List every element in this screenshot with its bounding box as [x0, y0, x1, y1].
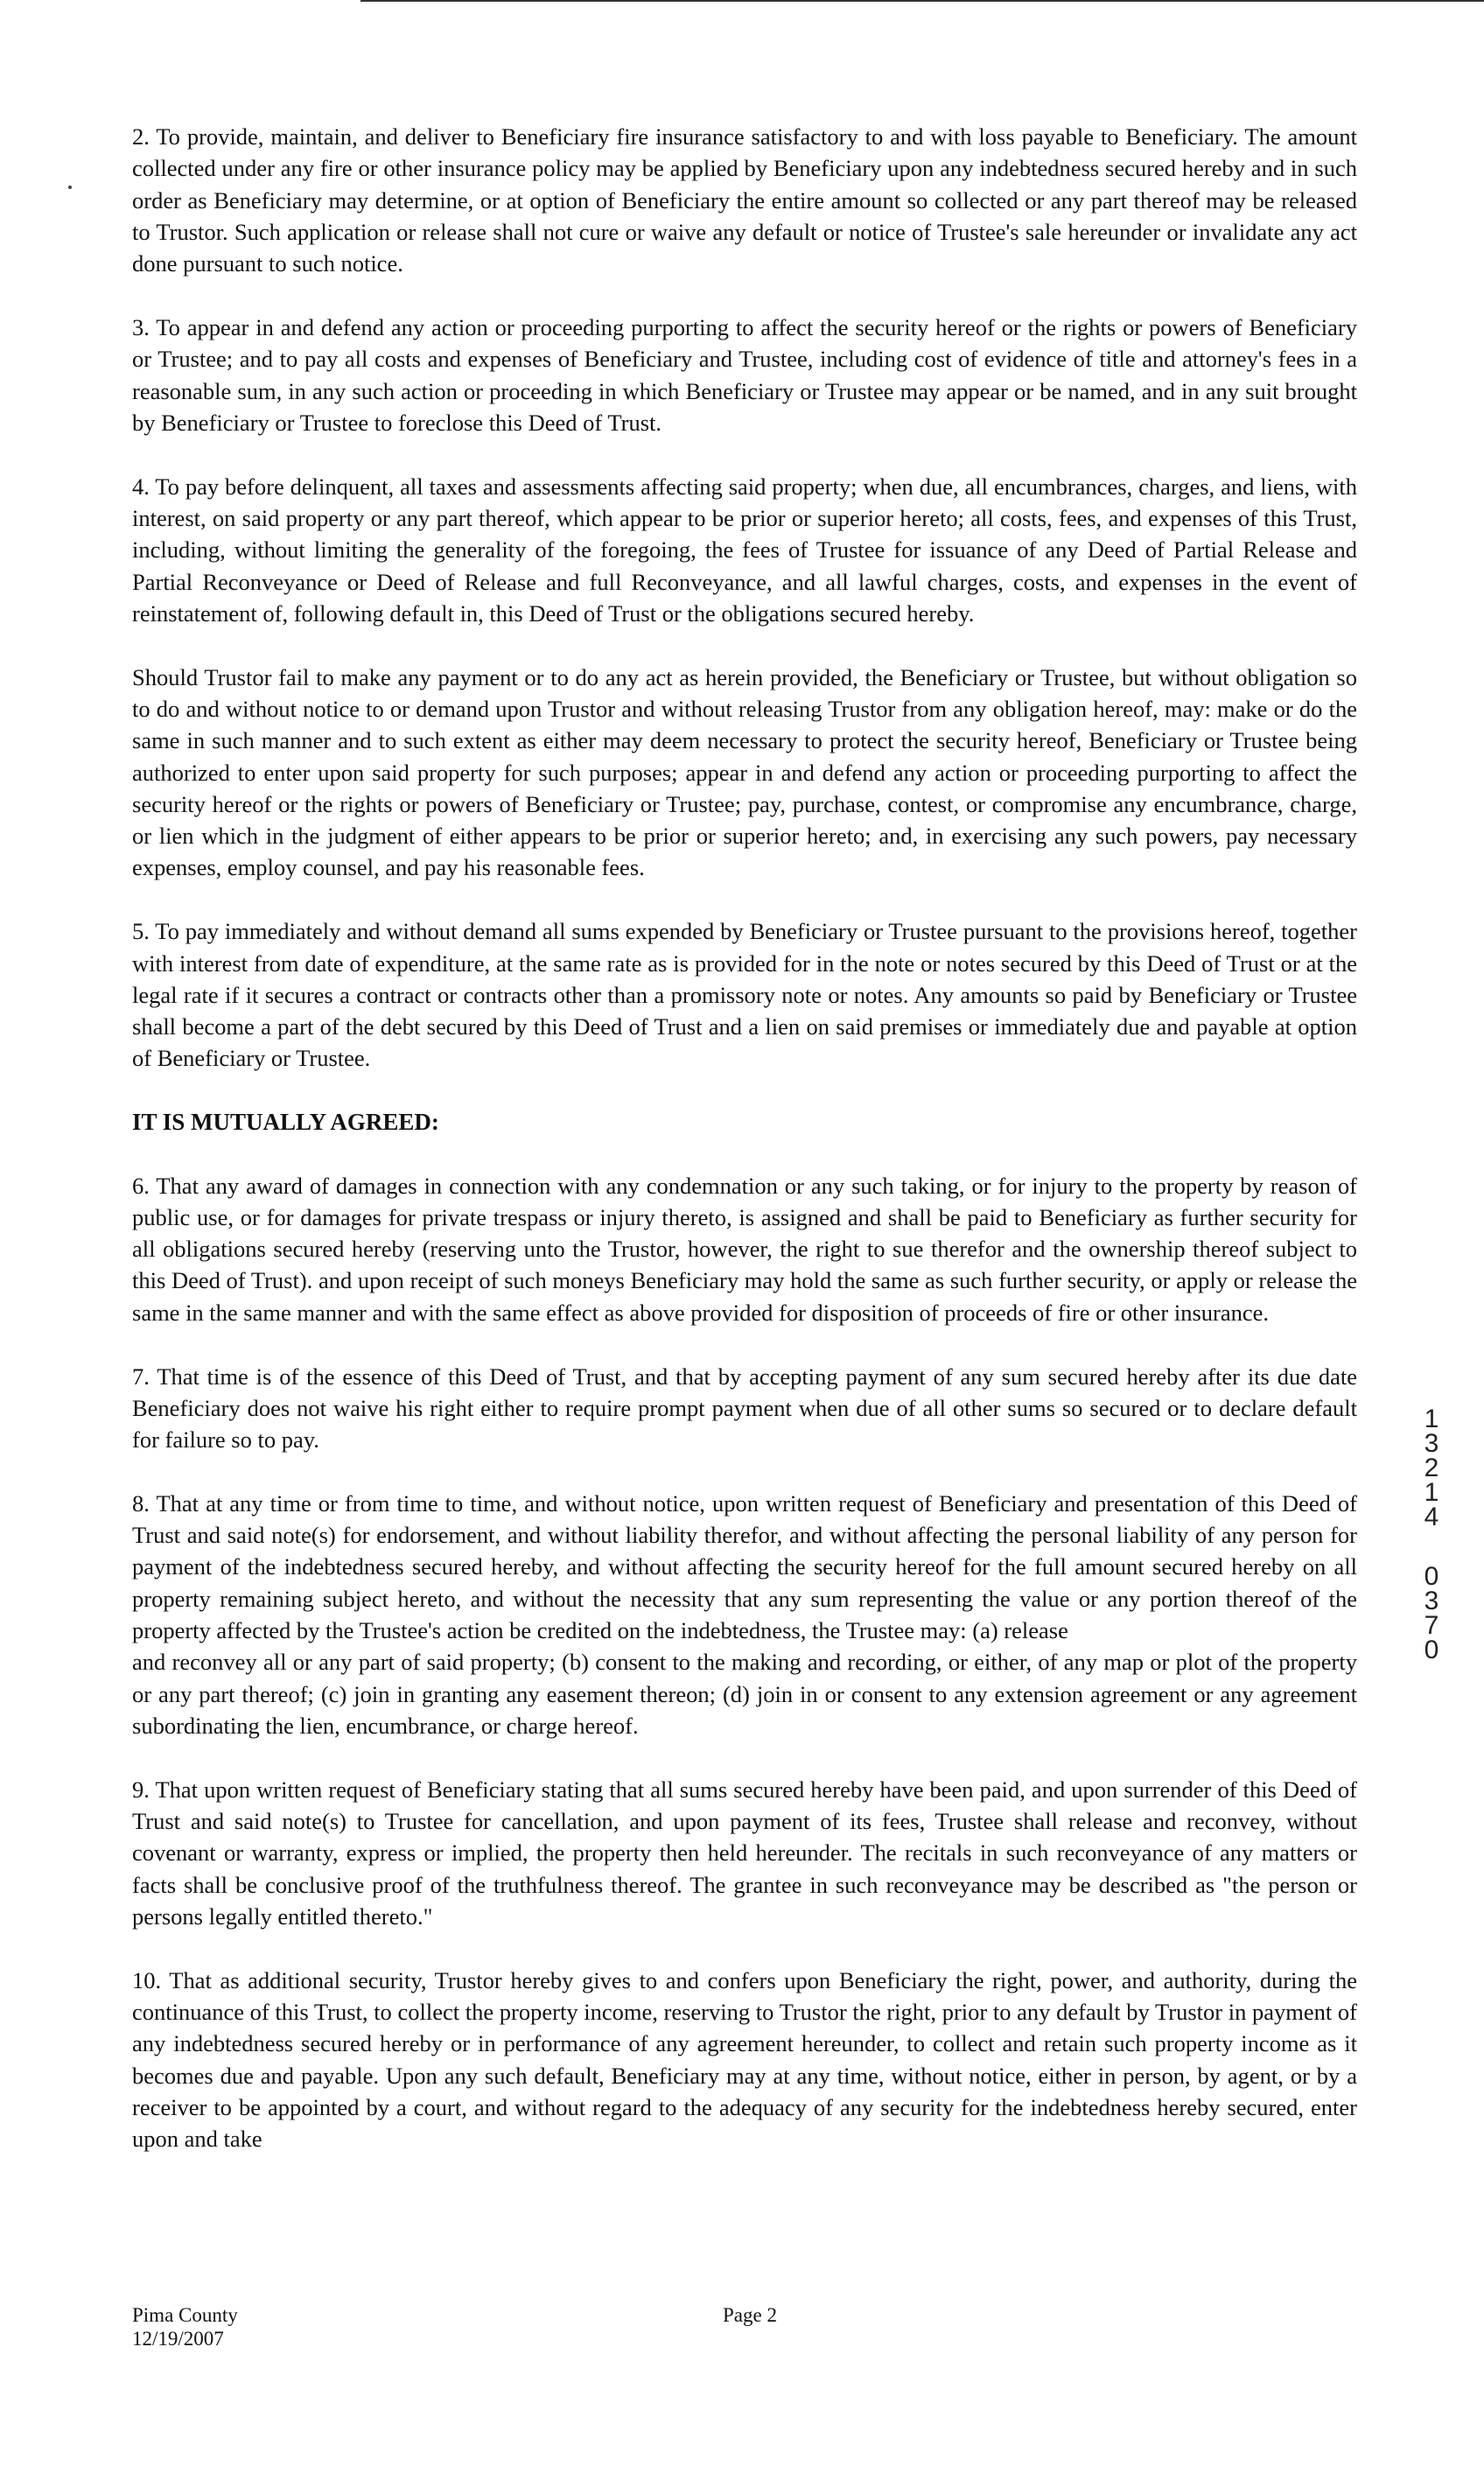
- paragraph-10: 10. That as additional security, Trustor hereby gives to and confers upon Beneficiary the right, power, and authority, during the continuance of this Trust, to collect the property income, reserving to Trustor the right, prior to any default by Trustor in payment of any indebtedness secured hereby or in performance of any agreement hereunder, to collect and retain such property income as it becomes due and payable. Upon any such default, Beneficiary may at any time, without notice, either in person, by agent, or by a receiver to be appointed by a court, and without regard to the adequacy of any security for the indebtedness hereby secured, enter upon and take: [132, 1966, 1357, 2153]
- top-border-line: [360, 0, 1484, 2]
- stamp-char: 3: [1424, 1587, 1439, 1615]
- recording-stamp: [1414, 1407, 1449, 1663]
- paragraph-3: 3. To appear in and defend any action or proceeding purporting to affect the security hereof or the rights or powers of Beneficiary or Trustee; and to pay all costs and expenses of Beneficiary and Trustee, including cost of evidence of title and attorney's fees in a reasonable sum, in any such action or proceeding in which Beneficiary or Trustee may appear or be named, and in any suit brought by Beneficiary or Trustee to foreclose this Deed of Trust.: [132, 313, 1357, 436]
- paragraph-9: 9. That upon written request of Beneficiary stating that all sums secured hereby have been paid, and upon surrender of this Deed of Trust and said note(s) to Trustee for cancellation, and upon payment of its fees, Trustee shall release and reconvey, without covenant or warranty, express or implied, the property then held hereunder. The recitals in such reconveyance of any matters or facts shall be conclusive proof of the truthfulness thereof. The grantee in such reconveyance may be described as "the person or persons legally entitled thereto.": [132, 1776, 1357, 1930]
- stamp-char: 0: [1424, 1636, 1439, 1664]
- section-heading: IT IS MUTUALLY AGREED:: [132, 1109, 439, 1136]
- stamp-char: 0: [1424, 1562, 1439, 1591]
- footer-date: 12/19/2007: [132, 2328, 224, 2350]
- paragraph-4: 4. To pay before delinquent, all taxes and assessments affecting said property; when due, all encumbrances, charges, and liens, with interest, on said property or any part thereof, which appear to be prior or superior hereto; all costs, fees, and expenses of this Trust, including, without limiting the generality of the foregoing, the fees of Trustee for issuance of any Deed of Partial Release and Partial Reconveyance or Deed of Release and full Reconveyance, and all lawful charges, costs, and expenses in the event of reinstatement of, following default in, this Deed of Trust or the obligations secured hereby.: [132, 473, 1357, 627]
- paragraph-8-part-b: and reconvey all or any part of said property; (b) consent to the making and recording, or either, of any map or plot of the property or any part thereof; (c) join in granting any easement thereon; (d) join in or consent to any extension agreement or any agreement subordinating the lien, encumbrance, or charge hereof.: [132, 1649, 1357, 1739]
- footer-county: Pima County: [132, 2304, 238, 2326]
- stamp-char: 2: [1424, 1454, 1439, 1482]
- paragraph-should-trustor-fail: Should Trustor fail to make any payment or to do any act as herein provided, the Beneficiary or Trustee, but without obligation so to do and without notice to or demand upon Trustor and without releasing Trustor from any obligation hereof, may: make or do the same in such manner and to such extent as either may deem necessary to protect the security hereof, Beneficiary or Trustee being authorized to enter upon said property for such purposes; appear in and defend any action or proceeding purporting to affect the security hereof or the rights or powers of Beneficiary or Trustee; pay, purchase, contest, or compromise any encumbrance, charge, or lien which in the judgment of either appears to be prior or superior hereto; and, in exercising any such powers, pay necessary expenses, employ counsel, and pay his reasonable fees.: [132, 663, 1357, 881]
- stamp-char: 1: [1424, 1405, 1439, 1433]
- stamp-char: 4: [1424, 1503, 1439, 1531]
- stamp-char: 3: [1424, 1429, 1439, 1458]
- document-body: [132, 121, 1357, 2187]
- paragraph-7: 7. That time is of the essence of this Deed of Trust, and that by accepting payment of any sum secured hereby after its due date Beneficiary does not waive his right either to require prompt payment when due of all other sums so secured or to declare default for failure so to pay.: [132, 1363, 1357, 1454]
- recording-stamp-docket: [1414, 1407, 1449, 1530]
- stamp-char: 7: [1424, 1611, 1439, 1640]
- paragraph-5: 5. To pay immediately and without demand all sums expended by Beneficiary or Trustee pursuant to the provisions hereof, together with interest from date of expenditure, at the same rate as is provided for in the note or notes secured by this Deed of Trust or at the legal rate if it secures a contract or contracts other than a promissory note or notes. Any amounts so paid by Beneficiary or Trustee shall become a part of the debt secured by this Deed of Trust and a lien on said premises or immediately due and payable at option of Beneficiary or Trustee.: [132, 918, 1357, 1072]
- stamp-char: 1: [1424, 1478, 1439, 1507]
- paragraph-8-part-a: 8. That at any time or from time to time, and without notice, upon written request of Beneficiary and presentation of this Deed of Trust and said note(s) for endorsement, and without liability therefor, and without affecting the personal liability of any person for payment of the indebtedness secured hereby, and without affecting the security hereof for the full amount secured hereby on all property remaining subject hereto, and without the necessity that any sum representing the value or any portion thereof of the property affected by the Trustee's action be credited on the indebtedness, the Trustee may: (a) release: [132, 1489, 1357, 1644]
- footer-left: [132, 2303, 238, 2350]
- scan-speck: [68, 186, 72, 189]
- paragraph-2: 2. To provide, maintain, and deliver to Beneficiary fire insurance satisfactory to and with loss payable to Beneficiary. The amount collected under any fire or other insurance policy may be applied by Beneficiary upon any indebtedness secured hereby and in such order as Beneficiary may determine, or at option of Beneficiary the entire amount so collected or any part thereof may be released to Trustor. Such application or release shall not cure or waive any default or notice of Trustee's sale hereunder or invalidate any act done pursuant to such notice.: [132, 123, 1357, 277]
- footer-page-number: Page 2: [723, 2304, 777, 2326]
- recording-stamp-page: [1414, 1562, 1449, 1664]
- paragraph-6: 6. That any award of damages in connection with any condemnation or any such taking, or for injury to the property by reason of public use, or for damages for private trespass or injury thereto, is assigned and shall be paid to Beneficiary as further security for all obligations secured hereby (reserving unto the Trustor, however, the right to sue therefor and the ownership thereof subject to this Deed of Trust). and upon receipt of such moneys Beneficiary may hold the same as such further security, or apply or release the same in the same manner and with the same effect as above provided for disposition of proceeds of fire or other insurance.: [132, 1172, 1357, 1326]
